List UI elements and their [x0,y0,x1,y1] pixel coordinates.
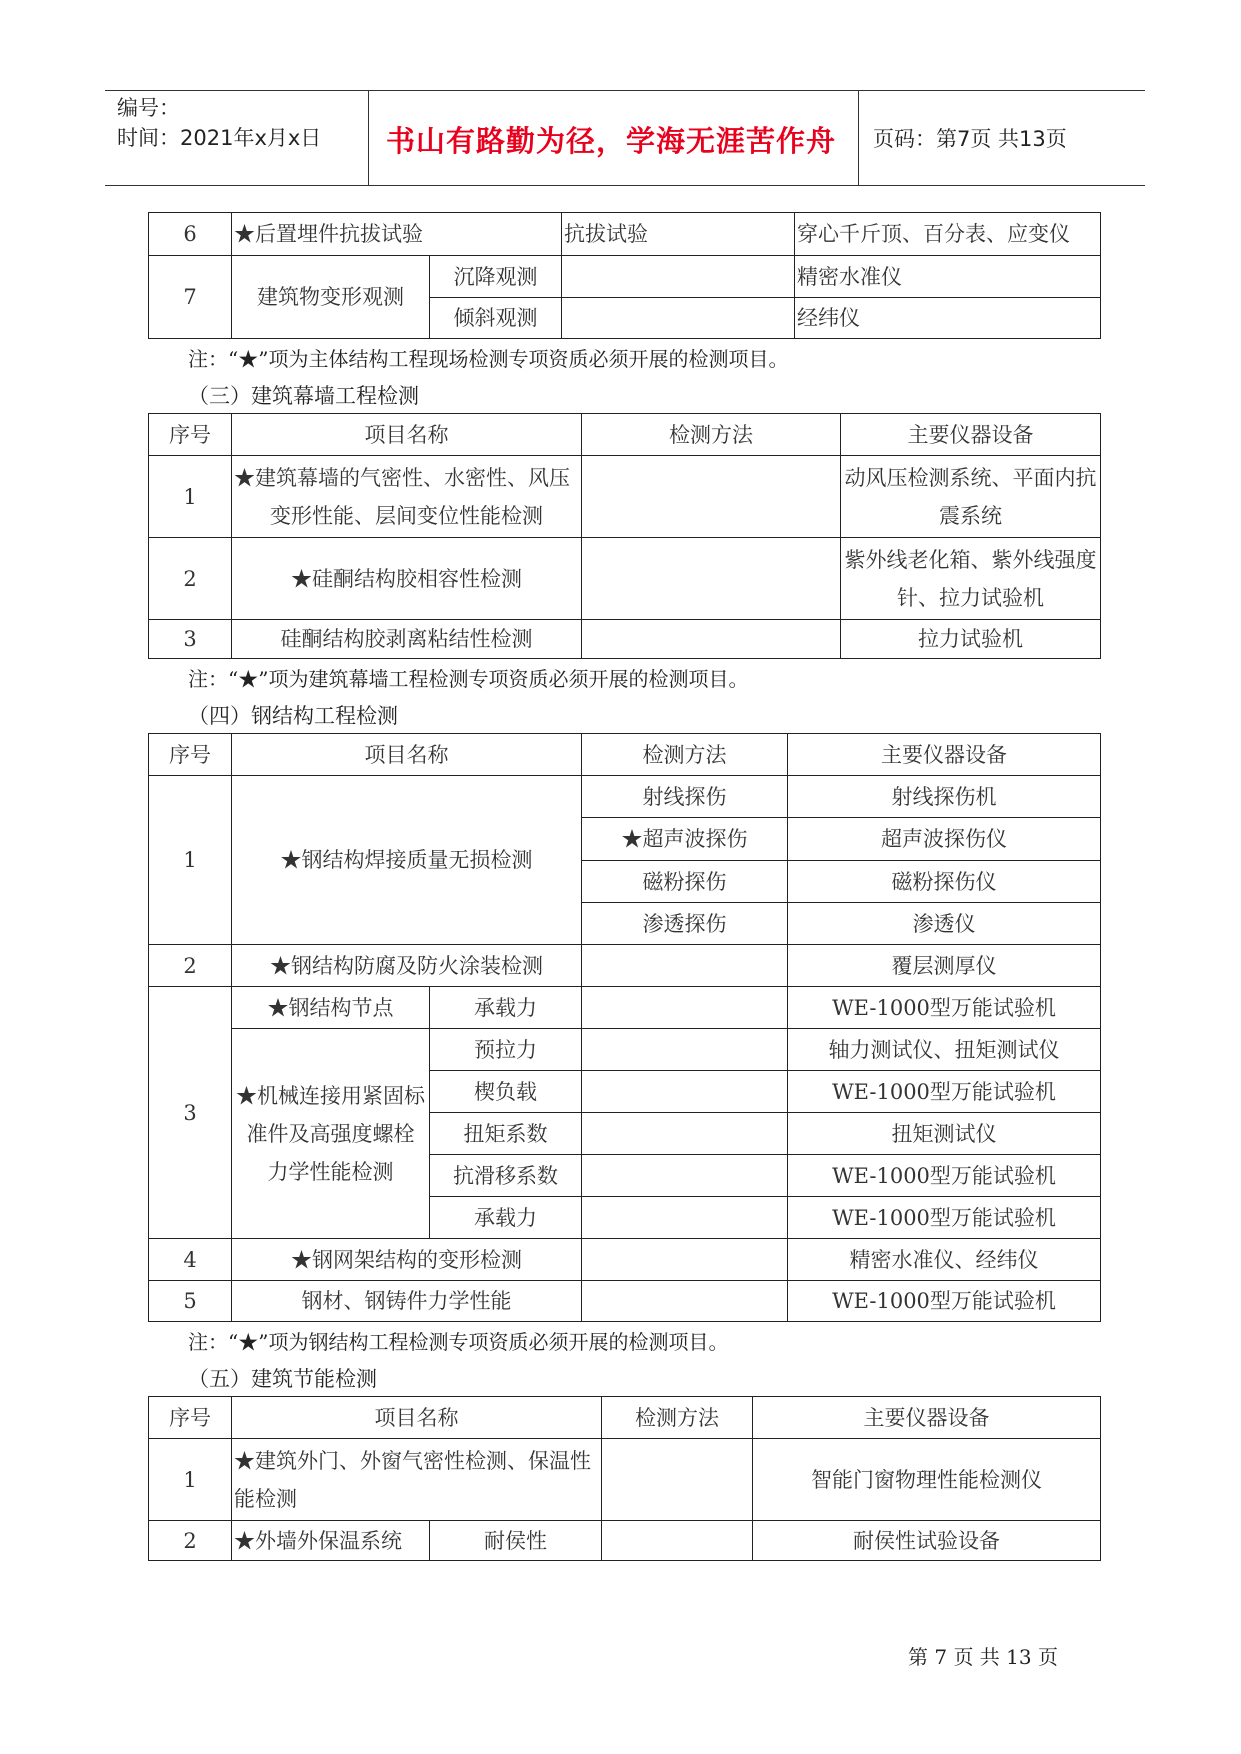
table-row [149,1239,1101,1281]
document-number-label: 编号： [117,96,180,120]
item-name-line: ★建筑外门、外窗气密性检测、保温性 [234,1448,591,1473]
test-method [582,1281,788,1322]
sub-item: 沉降观测 [430,256,562,298]
item-name: ★硅酮结构胶相容性检测 [232,538,582,620]
item-name-line: 变形性能、层间变位性能检测 [270,503,543,528]
note: 注：“★”项为建筑幕墙工程检测专项资质必须开展的检测项目。 [188,667,749,691]
item-name-line: 能检测 [234,1486,297,1511]
row-number: 6 [149,213,232,256]
section-title: （三）建筑幕墙工程检测 [188,384,419,408]
header-page-info: 页码：第7页 共13页 [873,127,1067,151]
header-method: 检测方法 [582,734,788,776]
row-number: 1 [149,456,232,538]
row-number: 2 [149,538,232,620]
test-method [562,256,795,298]
equipment [841,456,1101,538]
table-row [149,1281,1101,1322]
table-row [149,213,1101,256]
equipment-line: 动风压检测系统、平面内抗 [844,465,1097,490]
table-row [149,1029,1101,1071]
row-number: 7 [149,256,232,339]
equipment: WE-1000型万能试验机 [788,1155,1101,1197]
header-name: 项目名称 [232,414,582,456]
sub-item: 倾斜观测 [430,298,562,339]
document-body [148,212,1100,1561]
test-method [582,538,841,620]
test-method [582,456,841,538]
equipment: WE-1000型万能试验机 [788,1071,1101,1113]
table-row [149,538,1101,620]
table-row [149,987,1101,1029]
test-method [602,1521,753,1561]
sub-item: 扭矩系数 [430,1113,582,1155]
section-title: （五）建筑节能检测 [188,1367,377,1391]
test-method [582,1197,788,1239]
equipment: 渗透仪 [788,903,1101,945]
table-row [149,1521,1101,1561]
test-method [602,1439,753,1521]
item-name: 钢材、钢铸件力学性能 [232,1281,582,1322]
equipment-line: 针、拉力试验机 [897,585,1044,610]
equipment: 覆层测厚仪 [788,945,1101,987]
row-number: 4 [149,1239,232,1281]
header-equipment: 主要仪器设备 [788,734,1101,776]
header-motto: 书山有路勤为径，学海无涯苦作舟 [385,124,836,158]
item-name: ★后置埋件抗拔试验 [232,213,562,256]
test-method [582,1029,788,1071]
equipment: 轴力测试仪、扭矩测试仪 [788,1029,1101,1071]
header-method: 检测方法 [602,1397,753,1439]
table-row [149,945,1101,987]
item-name: ★外墙外保温系统 [232,1521,430,1561]
item-name: ★钢网架结构的变形检测 [232,1239,582,1281]
equipment: 智能门窗物理性能检测仪 [753,1439,1101,1521]
row-number: 1 [149,1439,232,1521]
item-name-line: 准件及高强度螺栓 [246,1121,415,1146]
header-name: 项目名称 [232,1397,602,1439]
header-name: 项目名称 [232,734,582,776]
page-footer: 第 7 页 共 13 页 [908,1645,1058,1669]
test-method [582,620,841,659]
table-row [149,456,1101,538]
note: 注：“★”项为钢结构工程检测专项资质必须开展的检测项目。 [188,1330,729,1354]
header-no: 序号 [149,1397,232,1439]
equipment: 耐侯性试验设备 [753,1521,1101,1561]
item-name [232,1439,602,1521]
test-method: ★超声波探伤 [582,818,788,861]
test-method: 射线探伤 [582,776,788,818]
equipment: WE-1000型万能试验机 [788,1281,1101,1322]
item-name [232,1029,430,1239]
equipment: 射线探伤机 [788,776,1101,818]
sub-item: 耐侯性 [430,1521,602,1561]
header-method: 检测方法 [582,414,841,456]
table-header-row [149,1397,1101,1439]
equipment: WE-1000型万能试验机 [788,1197,1101,1239]
equipment: 经纬仪 [795,298,1101,339]
table-row [149,620,1101,659]
header-left [117,93,321,153]
sub-item: 预拉力 [430,1029,582,1071]
row-number: 2 [149,945,232,987]
equipment: 扭矩测试仪 [788,1113,1101,1155]
curtain-wall-table [148,413,1101,659]
test-method [582,945,788,987]
test-method [562,298,795,339]
equipment: 穿心千斤顶、百分表、应变仪 [795,213,1101,256]
equipment: WE-1000型万能试验机 [788,987,1101,1029]
table-row [149,776,1101,818]
item-name: ★钢结构焊接质量无损检测 [232,776,582,945]
test-method [582,1155,788,1197]
header-equipment: 主要仪器设备 [841,414,1101,456]
header-no: 序号 [149,414,232,456]
item-name: 硅酮结构胶剥离粘结性检测 [232,620,582,659]
table-header-row [149,414,1101,456]
item-name-line: 力学性能检测 [267,1159,394,1184]
equipment: 磁粉探伤仪 [788,861,1101,903]
equipment: 精密水准仪、经纬仪 [788,1239,1101,1281]
table-row [149,1439,1101,1521]
item-name-line: ★建筑幕墙的气密性、水密性、风压 [234,465,570,490]
header-divider [858,91,859,185]
table-row [149,256,1101,298]
row-number: 5 [149,1281,232,1322]
equipment [841,538,1101,620]
test-method: 磁粉探伤 [582,861,788,903]
item-name: ★钢结构防腐及防火涂装检测 [232,945,582,987]
item-name-line: ★机械连接用紧固标 [236,1083,425,1108]
document-date: 时间：2021年x月x日 [117,126,322,150]
row-number: 2 [149,1521,232,1561]
equipment: 拉力试验机 [841,620,1101,659]
row-number: 1 [149,776,232,945]
structure-inspection-table-continued [148,212,1101,339]
sub-item: 承载力 [430,987,582,1029]
item-name: ★钢结构节点 [232,987,430,1029]
test-method [582,987,788,1029]
test-method [582,1239,788,1281]
header-no: 序号 [149,734,232,776]
equipment: 精密水准仪 [795,256,1101,298]
section-title: （四）钢结构工程检测 [188,704,398,728]
row-number: 3 [149,987,232,1239]
test-method: 渗透探伤 [582,903,788,945]
test-method [582,1113,788,1155]
header-equipment: 主要仪器设备 [753,1397,1101,1439]
item-name: 建筑物变形观测 [232,256,430,339]
table-header-row [149,734,1101,776]
note: 注：“★”项为主体结构工程现场检测专项资质必须开展的检测项目。 [188,347,789,371]
test-method [582,1071,788,1113]
sub-item: 承载力 [430,1197,582,1239]
sub-item: 楔负载 [430,1071,582,1113]
row-number: 3 [149,620,232,659]
equipment: 超声波探伤仪 [788,818,1101,861]
sub-item: 抗滑移系数 [430,1155,582,1197]
page-header [105,90,1145,186]
equipment-line: 震系统 [939,503,1002,528]
building-energy-table [148,1396,1101,1561]
item-name [232,456,582,538]
equipment-line: 紫外线老化箱、紫外线强度 [844,547,1097,572]
header-divider [368,91,369,185]
steel-structure-table [148,733,1101,1322]
test-method: 抗拔试验 [562,213,795,256]
